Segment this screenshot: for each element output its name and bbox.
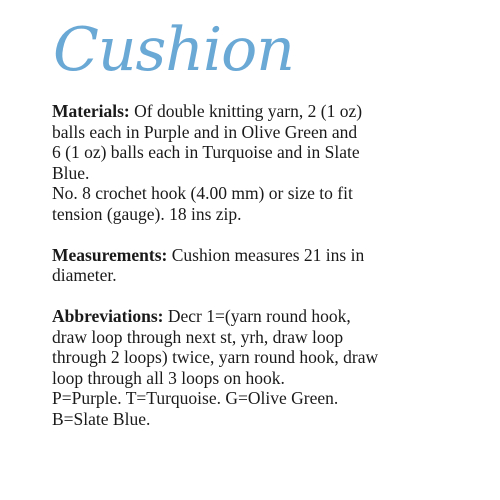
section-spacer [52, 224, 492, 245]
abbreviations-line-6: B=Slate Blue. [52, 408, 151, 429]
materials-line-5: No. 8 crochet hook (4.00 mm) or size to fit [52, 183, 353, 203]
abbreviations-line-5: P=Purple. T=Turquoise. G=Olive Green. [52, 388, 339, 408]
section-spacer [52, 286, 492, 307]
abbreviations-label: Abbreviations: [52, 306, 164, 326]
abbreviations-line-4: loop through all 3 loops on hook. [52, 367, 285, 388]
measurements-label: Measurements: [52, 244, 168, 265]
abbreviations-text-1: Decr 1=(yarn round hook, [163, 306, 351, 326]
pattern-body [52, 101, 492, 429]
materials-section [52, 101, 492, 224]
materials-line-2: balls each in Purple and in Olive Green and [52, 121, 358, 142]
abbreviations-section [52, 306, 492, 429]
measurements-text-1: Cushion measures 21 ins in [167, 244, 365, 265]
materials-label: Materials: [52, 101, 130, 121]
materials-line-6: tension (gauge). 18 ins zip. [52, 203, 242, 224]
materials-line-1 [52, 101, 492, 122]
materials-line-4: Blue. [52, 162, 90, 183]
measurements-line-1 [52, 245, 492, 266]
abbreviations-line-2: draw loop through next st, yrh, draw loop [52, 326, 344, 347]
page-title: Cushion [53, 15, 294, 85]
abbreviations-line-1 [52, 306, 492, 327]
materials-text-1: Of double knitting yarn, 2 (1 oz) [129, 101, 363, 121]
measurements-line-2: diameter. [52, 265, 117, 285]
measurements-section [52, 245, 492, 286]
materials-line-3: 6 (1 oz) balls each in Turquoise and in Slate [52, 142, 360, 162]
abbreviations-line-3: through 2 loops) twice, yarn round hook, draw [52, 347, 379, 367]
